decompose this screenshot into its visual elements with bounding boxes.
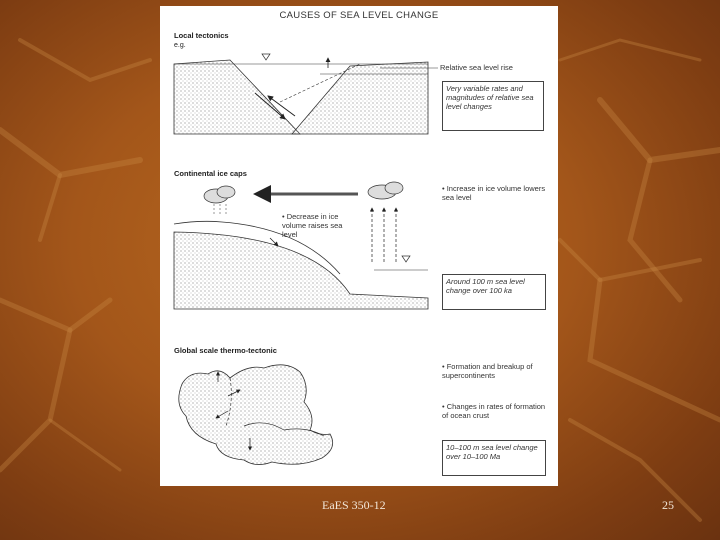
thermo-tectonic-note-box: 10–100 m sea level change over 10–100 Ma xyxy=(442,440,546,476)
thermo-tectonic-diagram xyxy=(179,365,333,465)
local-tectonics-eg: e.g. xyxy=(174,42,186,49)
supercontinents-bullet: • Formation and breakup of supercontinents xyxy=(442,362,533,380)
ice-caps-diagram xyxy=(174,182,428,309)
figure-title: CAUSES OF SEA LEVEL CHANGE xyxy=(279,10,439,21)
ice-caps-label: Continental ice caps xyxy=(174,169,247,178)
cloud-right-icon xyxy=(368,182,403,199)
thermo-tectonic-label: Global scale thermo-tectonic xyxy=(174,346,277,355)
local-tectonics-label: Local tectonics xyxy=(174,31,229,40)
footer-course-label: EaES 350-12 xyxy=(322,498,386,512)
slide-page-number: 25 xyxy=(662,498,674,512)
ice-caps-note-box: Around 100 m sea level change over 100 ka xyxy=(442,274,546,310)
local-tectonics-note-box: Very variable rates and magnitudes of relative sea level changes xyxy=(442,81,544,131)
ice-increase-bullet: • Increase in ice volume lowers sea level xyxy=(442,184,546,202)
relative-sea-level-rise-label: Relative sea level rise xyxy=(440,63,513,72)
ice-decrease-note: • Decrease in ice volume raises sea level xyxy=(282,212,343,239)
local-tectonics-diagram xyxy=(174,54,438,134)
sea-level-figure xyxy=(160,6,558,486)
cloud-left-icon xyxy=(204,186,235,216)
ocean-crust-bullet: • Changes in rates of formation of ocean crust xyxy=(442,402,546,420)
